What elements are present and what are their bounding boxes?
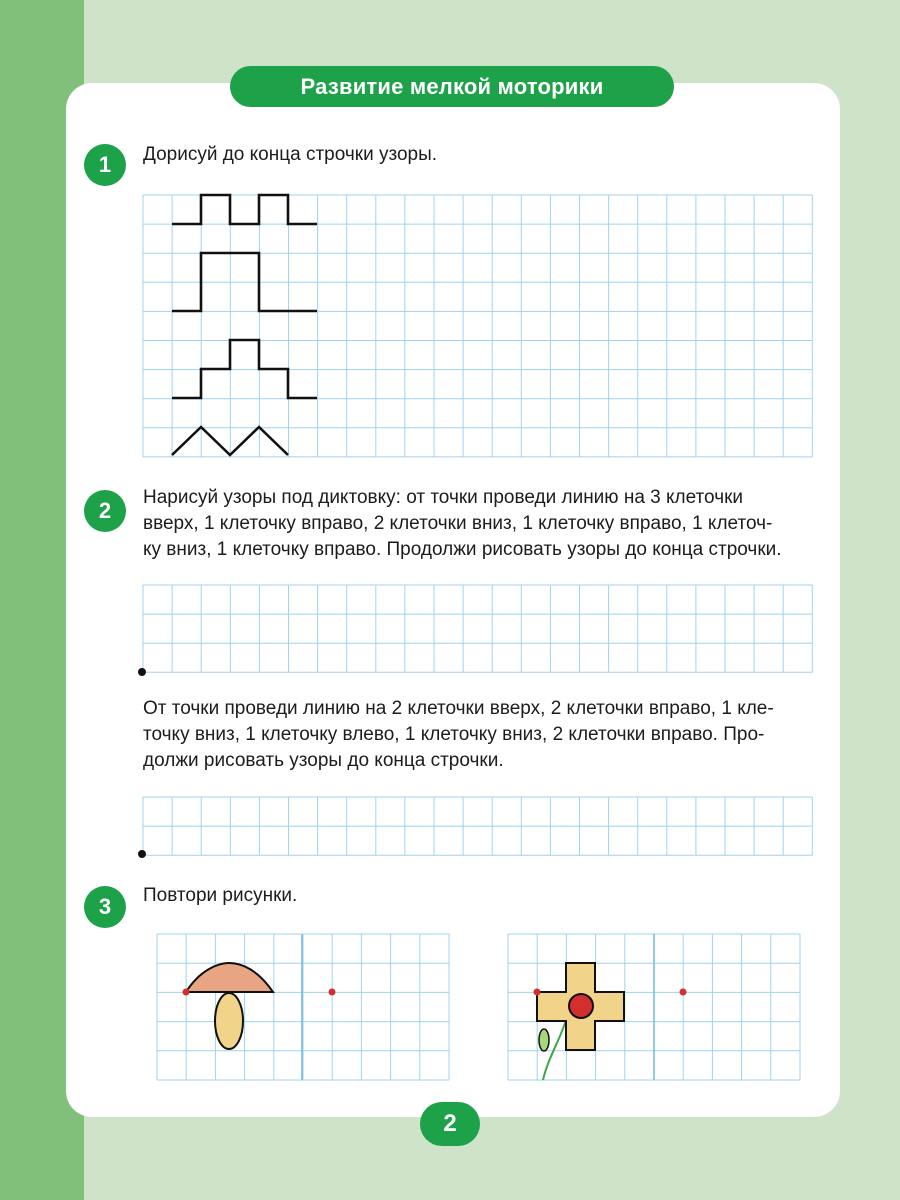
start-dot [138,668,146,676]
mushroom-drawing [183,963,336,1049]
pattern-row-1 [172,195,317,224]
pattern-row-3 [172,340,317,398]
copy-start-dot [329,989,336,996]
copy-start-dot [680,989,687,996]
mushroom-stem [215,993,243,1049]
page-number: 2 [420,1102,480,1146]
task-1-patterns [172,195,317,455]
task-2-grid-a[interactable] [143,585,812,672]
task-3-grid-left[interactable] [157,934,449,1080]
instruction-line: должи рисовать узоры до конца строчки. [143,750,504,771]
task-number-3: 3 [84,886,126,928]
start-dot [138,850,146,858]
task-1-instruction: Дорисуй до конца строчки узоры. [143,144,438,165]
reference-dot [183,989,190,996]
instruction-line: Нарисуй узоры под диктовку: от точки проведи линию на 3 клеточки [143,487,744,508]
flower-leaf [539,1029,549,1051]
page-title: Развитие мелкой моторики [230,66,674,107]
instruction-line: ку вниз, 1 клеточку вправо. Продолжи рисовать узоры до конца строчки. [143,539,782,560]
task-1-grid[interactable] [143,195,812,457]
task-3-instruction: Повтори рисунки. [143,885,298,906]
instruction-line: точку вниз, 1 клеточку влево, 1 клеточку вниз, 2 клеточки вправо. Про- [143,724,765,745]
task-2-grid-b[interactable] [143,797,812,855]
mushroom-cap [186,963,273,992]
reference-dot [534,989,541,996]
task-number-1: 1 [84,144,126,186]
task-number-2: 2 [84,490,126,532]
flower-center [569,994,593,1018]
instruction-line: От точки проведи линию на 2 клеточки вверх, 2 клеточки вправо, 1 кле- [143,698,774,719]
instruction-line: вверх, 1 клеточку вправо, 2 клеточки вниз, 1 клеточку вправо, 1 клеточ- [143,513,773,534]
